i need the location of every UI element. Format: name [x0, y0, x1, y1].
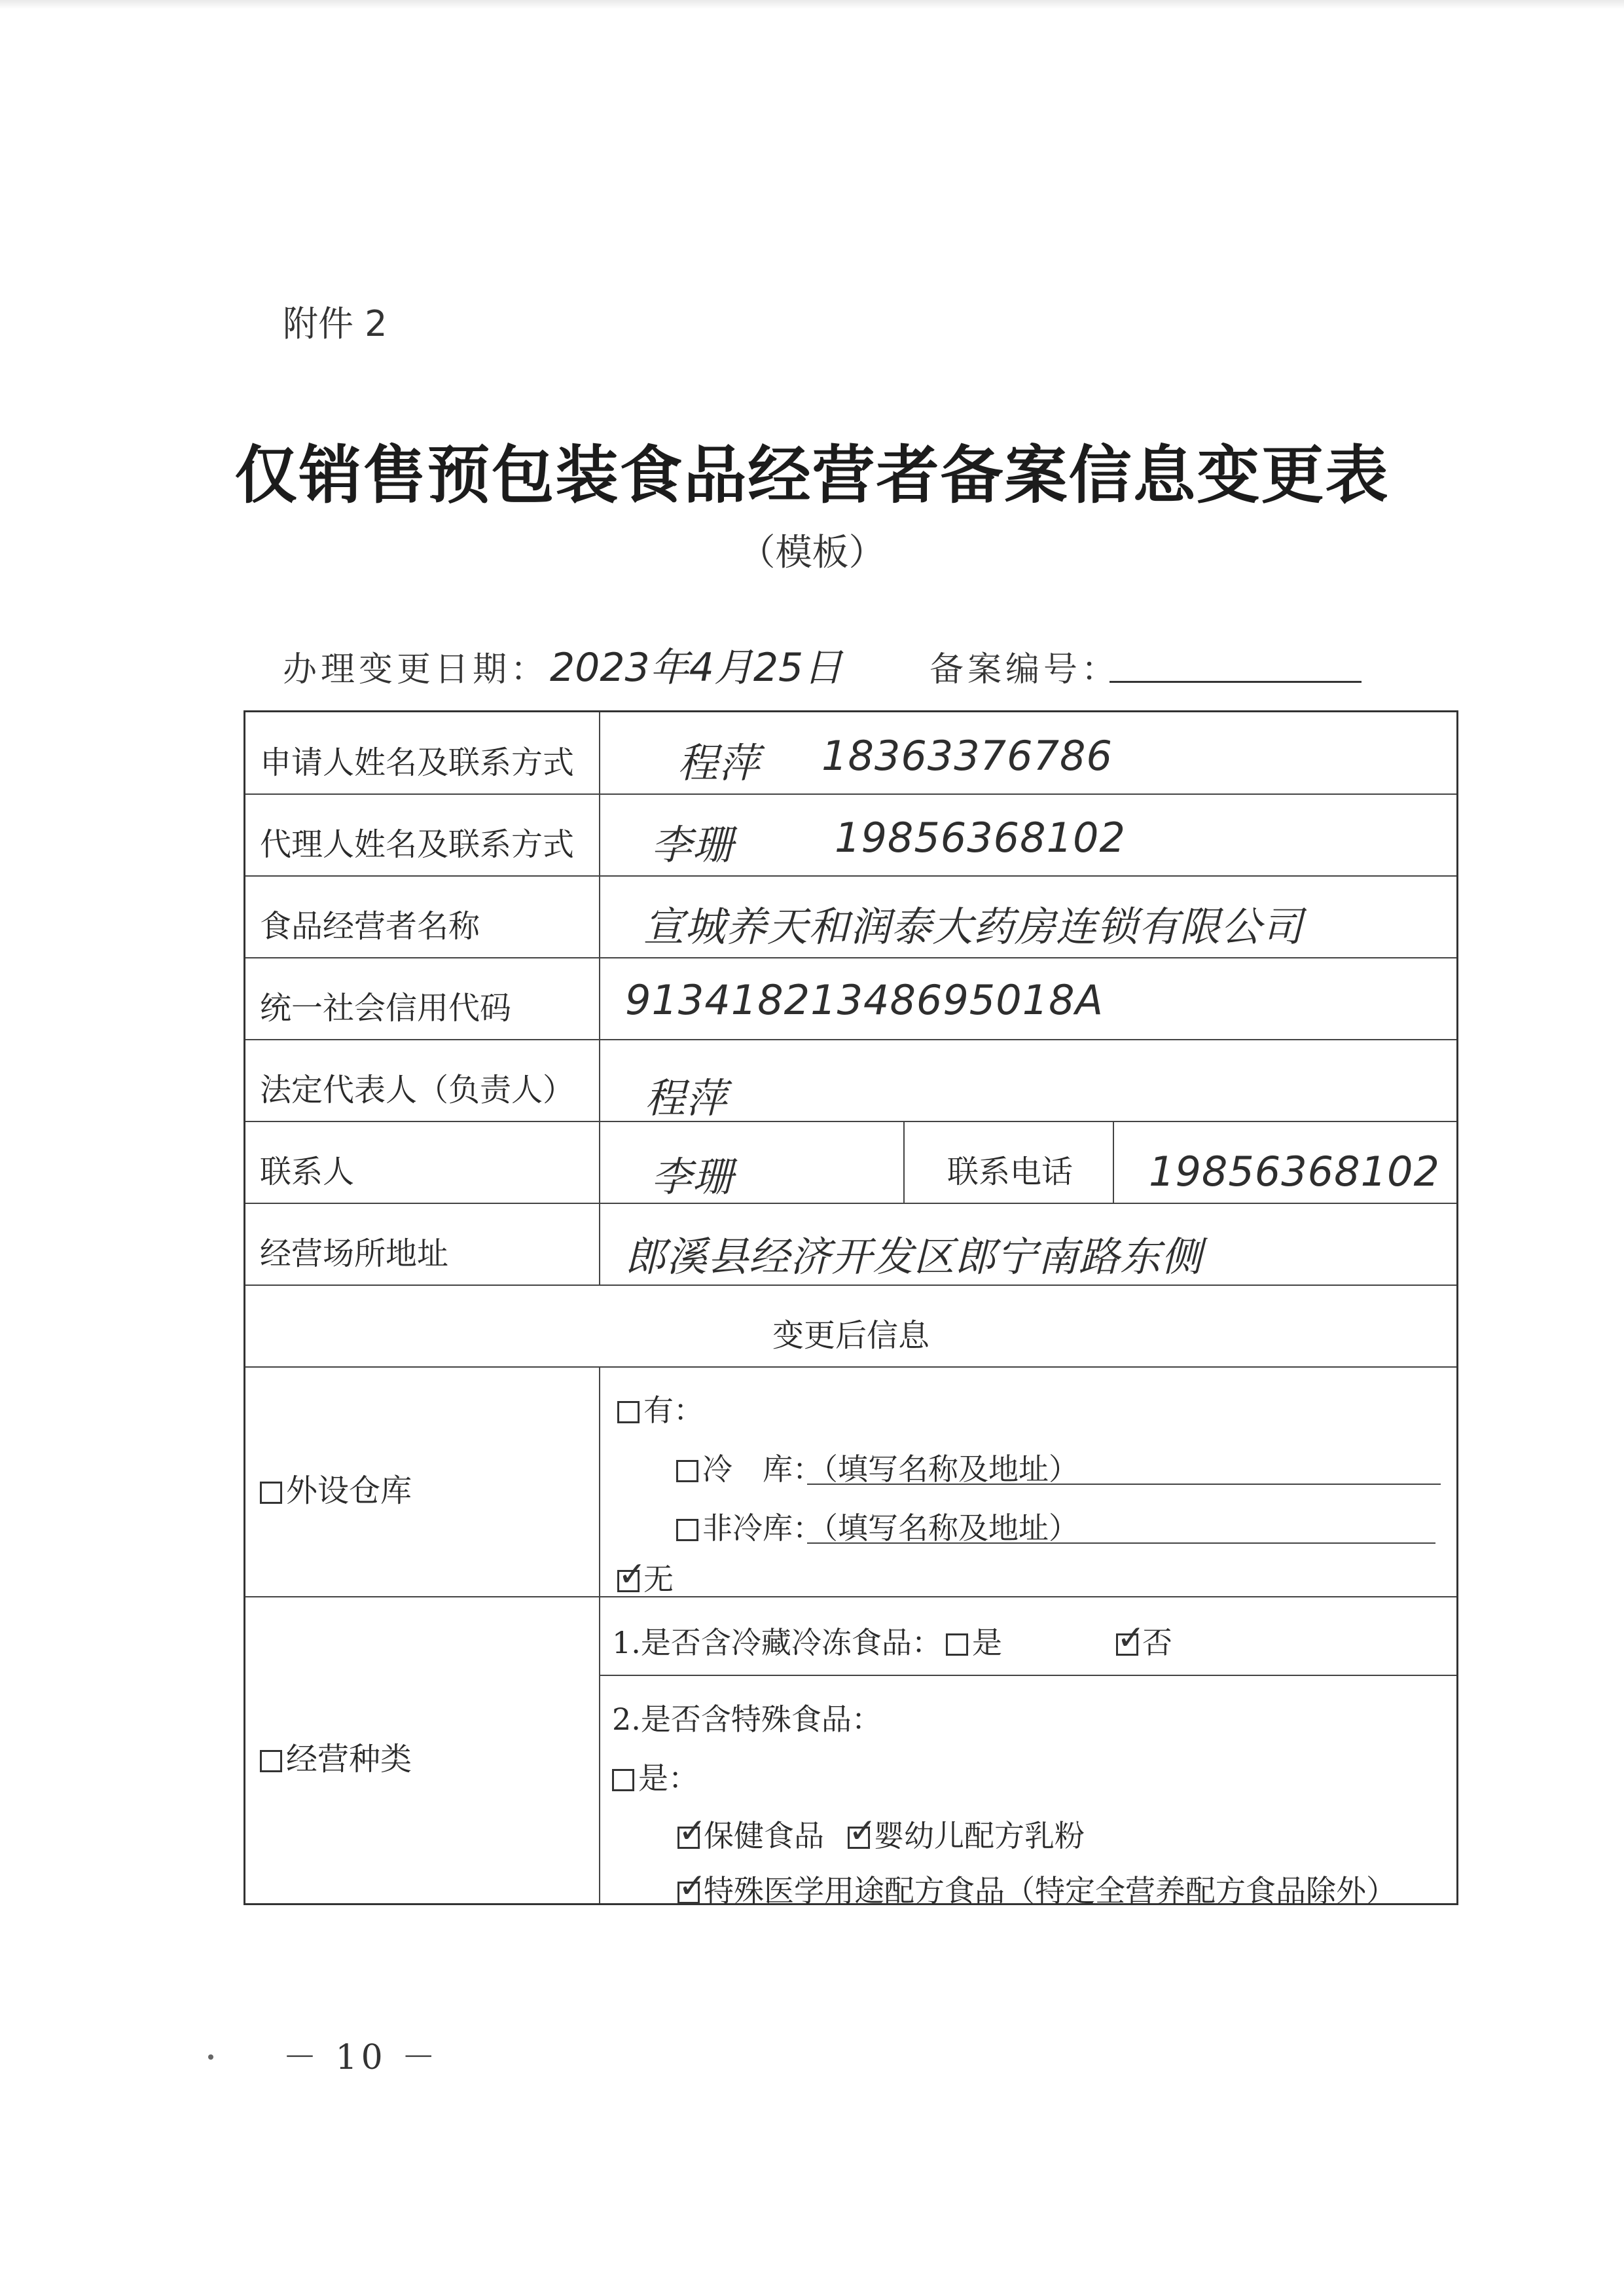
category-checkbox[interactable] [260, 1750, 282, 1772]
medical-food-checkbox[interactable] [677, 1882, 700, 1904]
health-food-option [677, 1812, 824, 1855]
row-divider [245, 957, 1456, 958]
health-food-label: 保健食品 [704, 1818, 824, 1853]
after-change-header: 变更后信息 [772, 1317, 929, 1354]
page-number: － 10 － [283, 2038, 440, 2077]
category-label-text: 经营种类 [286, 1741, 412, 1777]
warehouse-checkbox[interactable] [260, 1482, 282, 1504]
has-checkbox[interactable] [617, 1401, 640, 1423]
warehouse-has-option [617, 1387, 704, 1430]
has-label: 有： [643, 1393, 704, 1428]
scan-edge [0, 0, 1624, 9]
applicant-phone: 18363376786 [821, 732, 1113, 780]
warehouse-label [260, 1465, 412, 1510]
change-date-label: 办理变更日期： [283, 650, 549, 689]
row-divider [245, 1121, 1456, 1122]
credit-code-label: 统一社会信用代码 [260, 990, 512, 1027]
row-divider [245, 793, 1456, 795]
cold-storage-option [676, 1446, 1079, 1489]
column-divider [599, 1366, 600, 1903]
noncold-storage-label: 非冷库： [702, 1510, 823, 1546]
special-food-question: 2.是否含特殊食品： [612, 1702, 882, 1737]
medical-food-option [677, 1867, 1396, 1910]
record-number-label: 备案编号： [929, 650, 1120, 689]
category-label [260, 1734, 412, 1779]
column-divider [1113, 1121, 1114, 1203]
cold-storage-underline [807, 1484, 1441, 1485]
applicant-name: 程萍 [677, 739, 761, 787]
row-divider [245, 1366, 1456, 1368]
agent-phone: 19856368102 [835, 814, 1126, 862]
cold-storage-checkbox[interactable] [676, 1460, 698, 1482]
special-food-yes-option [612, 1755, 698, 1798]
operator-name-value: 宣城养天和润泰大药房连锁有限公司 [643, 903, 1304, 951]
address-value: 郎溪县经济开发区郎宁南路东侧 [625, 1233, 1203, 1281]
cold-food-yes-option [946, 1619, 1002, 1662]
infant-formula-checkbox[interactable] [848, 1827, 870, 1849]
none-label: 无 [643, 1561, 674, 1597]
contact-phone-value: 19856368102 [1149, 1148, 1440, 1195]
noncold-storage-hint: （填写名称及地址） [823, 1510, 1079, 1546]
infant-formula-label: 婴幼儿配方乳粉 [874, 1818, 1085, 1853]
warehouse-label-text: 外设仓库 [286, 1472, 412, 1509]
contact-phone-label: 联系电话 [947, 1154, 1074, 1190]
contact-label: 联系人 [260, 1154, 355, 1190]
row-divider [245, 875, 1456, 877]
column-divider [599, 712, 600, 1285]
row-divider [245, 1596, 1456, 1597]
cold-food-question [612, 1619, 942, 1662]
noncold-storage-underline [807, 1542, 1435, 1544]
address-label: 经营场所地址 [260, 1235, 449, 1272]
cold-storage-hint: （填写名称及地址） [823, 1451, 1079, 1487]
scan-speck [208, 2054, 213, 2060]
medical-food-label: 特殊医学用途配方食品（特定全营养配方食品除外） [704, 1873, 1396, 1908]
legal-rep-value: 程萍 [645, 1074, 728, 1122]
health-food-checkbox[interactable] [677, 1827, 700, 1849]
contact-value: 李珊 [651, 1153, 734, 1201]
attachment-label: 附件 2 [283, 303, 388, 344]
credit-code-value: 91341821348695018A [625, 976, 1104, 1024]
cold-storage-label: 冷 库： [702, 1451, 823, 1487]
form-title: 仅销售预包装食品经营者备案信息变更表 [234, 438, 1390, 512]
special-food-yes-checkbox[interactable] [612, 1769, 634, 1791]
cold-food-no-option [1116, 1619, 1172, 1662]
cold-food-yes-checkbox[interactable] [946, 1633, 968, 1656]
row-divider [245, 1203, 1456, 1204]
form-table [244, 710, 1458, 1908]
row-divider [245, 1285, 1456, 1286]
cold-food-yes-label: 是 [972, 1625, 1002, 1660]
record-number-blank [1110, 681, 1362, 683]
form-subtitle: （模板） [738, 532, 886, 574]
agent-label: 代理人姓名及联系方式 [260, 826, 575, 863]
column-divider [903, 1121, 905, 1203]
cold-food-question-text: 1.是否含冷藏冷冻食品： [612, 1625, 942, 1660]
agent-name: 李珊 [651, 821, 734, 869]
cold-food-no-label: 否 [1142, 1625, 1172, 1660]
row-divider [600, 1675, 1456, 1676]
legal-rep-label: 法定代表人（负责人） [260, 1072, 575, 1108]
cold-food-no-checkbox[interactable] [1116, 1633, 1138, 1656]
infant-formula-option [848, 1812, 1085, 1855]
operator-name-label: 食品经营者名称 [260, 908, 480, 945]
warehouse-none-option [617, 1556, 674, 1599]
none-checkbox[interactable] [617, 1570, 640, 1592]
noncold-storage-checkbox[interactable] [676, 1519, 698, 1541]
noncold-storage-option [676, 1504, 1079, 1548]
special-food-yes-label: 是： [638, 1760, 698, 1796]
applicant-label: 申请人姓名及联系方式 [260, 744, 575, 781]
change-date-value: 2023年4月25日 [550, 645, 843, 691]
row-divider [245, 1039, 1456, 1040]
